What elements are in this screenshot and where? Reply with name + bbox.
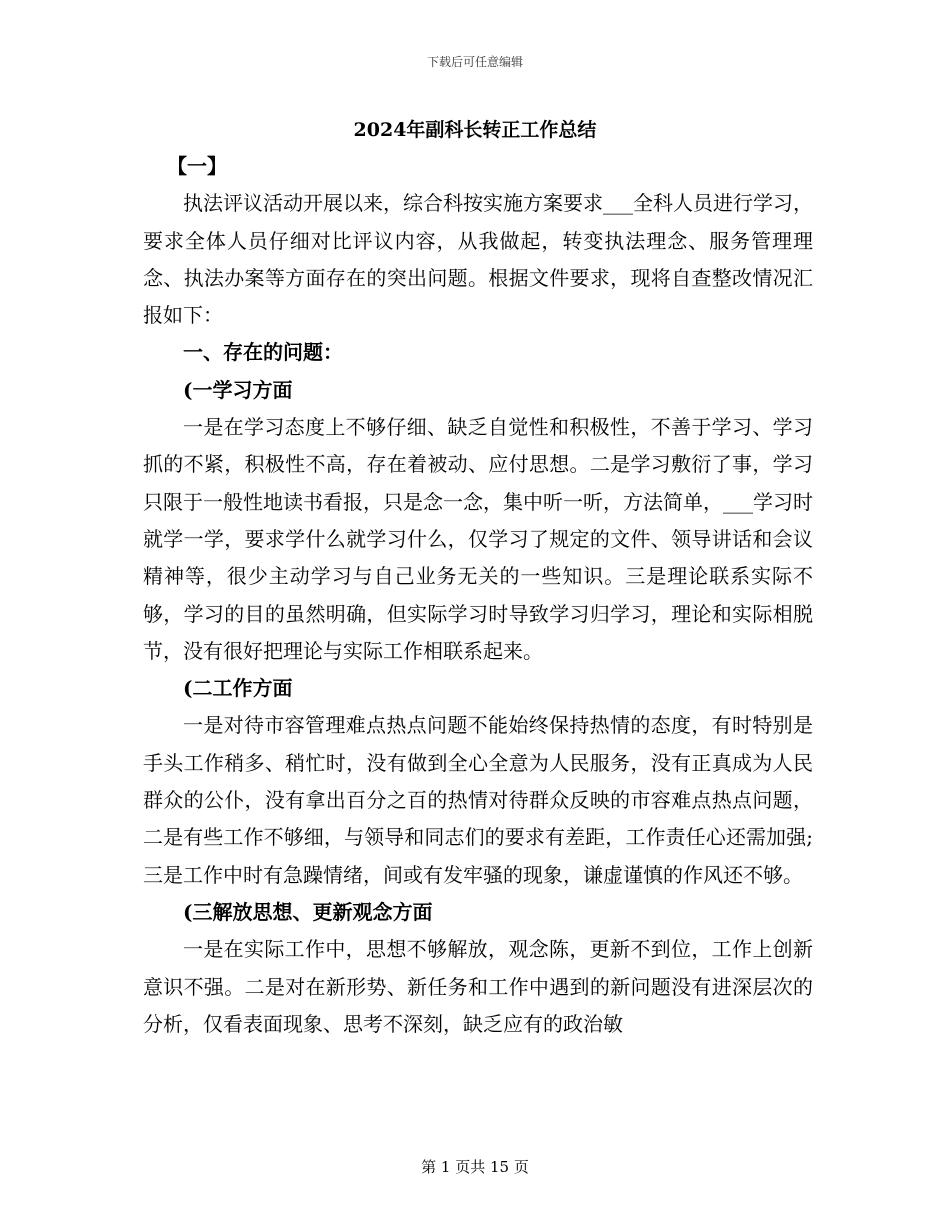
page-footer: 第 1 页共 15 页	[421, 1158, 529, 1176]
header-note: 下载后可任意编辑	[426, 55, 523, 69]
heading-problems: 一、存在的问题：	[183, 340, 343, 365]
intro-paragraph: 执法评议活动开展以来，综合科按实施方案要求___全科人员进行学习，要求全体人员仔细对比评议内容，从我做起，转变执法理念、服务管理理念、执法办案等方面存在的突出问题。根据文件要求，现将自查整改情况汇报如下：	[143, 191, 813, 328]
subheading-work: (二工作方面	[183, 676, 293, 701]
paragraph-study: 一是在学习态度上不够仔细、缺乏自觉性和积极性，不善于学习、学习抓的不紧，积极性不高，存在着被动、应付思想。二是学习敷衍了事，学习只限于一般性地读书看报，只是念一念，集中听一听，方法简单，___学习时就学一学，要求学什么就学习什么，仅学习了规定的文件、领导讲话和会议精神等，很少主动学习与自己业务无关的一些知识。三是理论联系实际不够，学习的目的虽然明确，但实际学习时导致学习归学习，理论和实际相脱节，没有很好把理论与实际工作相联系起来。	[143, 415, 813, 663]
paragraph-thinking: 一是在实际工作中，思想不够解放，观念陈，更新不到位，工作上创新意识不强。二是对在新形势、新任务和工作中遇到的新问题没有进深层次的分析，仅看表面现象、思考不深刻，缺乏应有的政治敏	[143, 937, 813, 1036]
section-label: 【一】	[167, 154, 227, 178]
document-body	[143, 148, 813, 1043]
subheading-study: (一学习方面	[183, 377, 293, 402]
document-title: 2024年副科长转正工作总结	[353, 119, 597, 141]
subheading-thinking: (三解放思想、更新观念方面	[183, 899, 433, 924]
paragraph-work: 一是对待市容管理难点热点问题不能始终保持热情的态度，有时特别是手头工作稍多、稍忙时，没有做到全心全意为人民服务，没有正真成为人民群众的公仆，没有拿出百分之百的热情对待群众反映的市容难点热点问题，二是有些工作不够细，与领导和同志们的要求有差距，工作责任心还需加强;三是工作中时有急躁情绪，间或有发牢骚的现象，谦虚谨慎的作风还不够。	[143, 713, 813, 887]
